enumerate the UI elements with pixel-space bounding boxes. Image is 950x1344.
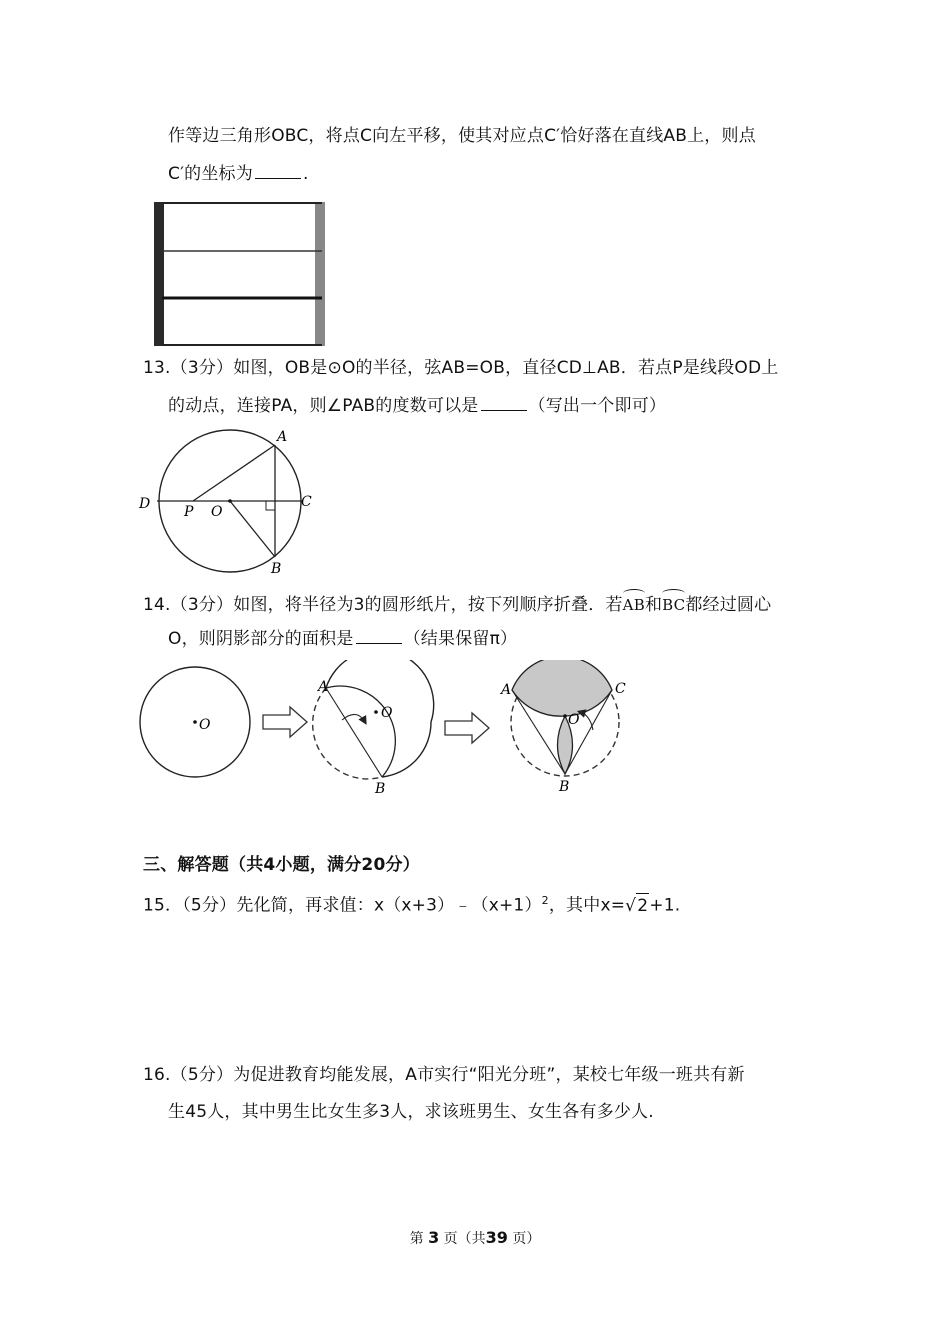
label-a: A	[277, 429, 288, 445]
step3-label-b: B	[559, 779, 570, 795]
arc-bc: BC	[662, 589, 685, 617]
q12-line2	[168, 161, 309, 186]
step2-label-o: O	[381, 705, 393, 721]
footer-mid: 页（共	[443, 1231, 486, 1247]
label-c: C	[301, 494, 312, 510]
q16-line2: 生45人，其中男生比女生多3人，求该班男生、女生各有多少人.	[168, 1102, 654, 1122]
q12-line2-text: C′的坐标为	[168, 164, 253, 184]
q15-exponent: 2	[541, 894, 549, 907]
fold-step-3	[499, 660, 626, 795]
q13-line2-end: （写出一个即可）	[528, 396, 667, 416]
answer-blank	[255, 161, 301, 179]
step2-label-b: B	[375, 781, 386, 797]
segment-pa	[193, 445, 275, 501]
fold-step-2	[313, 660, 434, 797]
total-pages: 39	[485, 1228, 508, 1247]
q14-figure	[135, 660, 635, 800]
q14-line1	[143, 589, 771, 617]
q15-line	[143, 889, 680, 918]
q15-end: +1.	[649, 895, 681, 916]
q14-line1-end: 都经过圆心	[685, 595, 772, 615]
label-b: B	[271, 561, 282, 575]
sqrt-symbol: √2	[625, 893, 649, 918]
q13-line1: 13.（3分）如图，OB是⊙O的半径，弦AB=OB，直径CD⊥AB．若点P是线段OD上	[143, 358, 779, 378]
q14-line2-text: O，则阴影部分的面积是	[168, 629, 354, 649]
page-footer	[0, 1228, 950, 1248]
arrow-right-icon	[445, 713, 489, 743]
q14-line2-end: （结果保留π）	[403, 629, 518, 649]
arc-ab: AB	[623, 589, 645, 617]
section-heading: 三、解答题（共4小题，满分20分）	[143, 855, 420, 875]
q13-line2	[168, 393, 666, 418]
q13-line2-text: 的动点，连接PA，则∠PAB的度数可以是	[168, 396, 479, 416]
center-dot	[228, 499, 232, 503]
label-o: O	[211, 504, 223, 520]
q14-line1-text: 14.（3分）如图，将半径为3的圆形纸片，按下列顺序折叠．若	[143, 595, 623, 615]
page-number: 3	[428, 1228, 440, 1247]
q13-figure	[135, 425, 325, 575]
radius-ob	[230, 501, 275, 557]
step2-label-a: A	[318, 679, 329, 695]
q16-line1: 16.（5分）为促进教育均能发展，A市实行“阳光分班”，某校七年级一班共有新	[143, 1065, 745, 1085]
label-p: P	[184, 504, 194, 520]
sqrt-radicand: 2	[636, 893, 649, 918]
step3-label-a: A	[501, 682, 512, 698]
q12-line2-end: .	[302, 164, 309, 184]
answer-blank	[481, 393, 527, 411]
footer-post: 页）	[512, 1231, 541, 1247]
step3-label-c: C	[615, 681, 626, 697]
step1-label-o: O	[199, 717, 211, 733]
right-angle-mark	[266, 501, 275, 510]
q15-text: 15．（5分）先化简，再求值：x（x+3）﹣（x+1）	[143, 895, 542, 916]
q14-line1-and: 和	[644, 595, 663, 615]
q15-where: ，其中x=	[548, 895, 626, 916]
fold-step-1	[140, 667, 250, 777]
footer-pre: 第	[409, 1231, 424, 1247]
q12-line1: 作等边三角形OBC，将点C向左平移，使其对应点C′恰好落在直线AB上，则点	[168, 126, 756, 146]
shaded-region-top	[512, 660, 612, 716]
arrow-right-icon	[263, 707, 307, 737]
answer-blank	[356, 626, 402, 644]
label-d: D	[139, 496, 151, 512]
q14-line2	[168, 626, 517, 651]
q12-figure	[152, 201, 330, 347]
step3-label-o: O	[568, 712, 580, 728]
